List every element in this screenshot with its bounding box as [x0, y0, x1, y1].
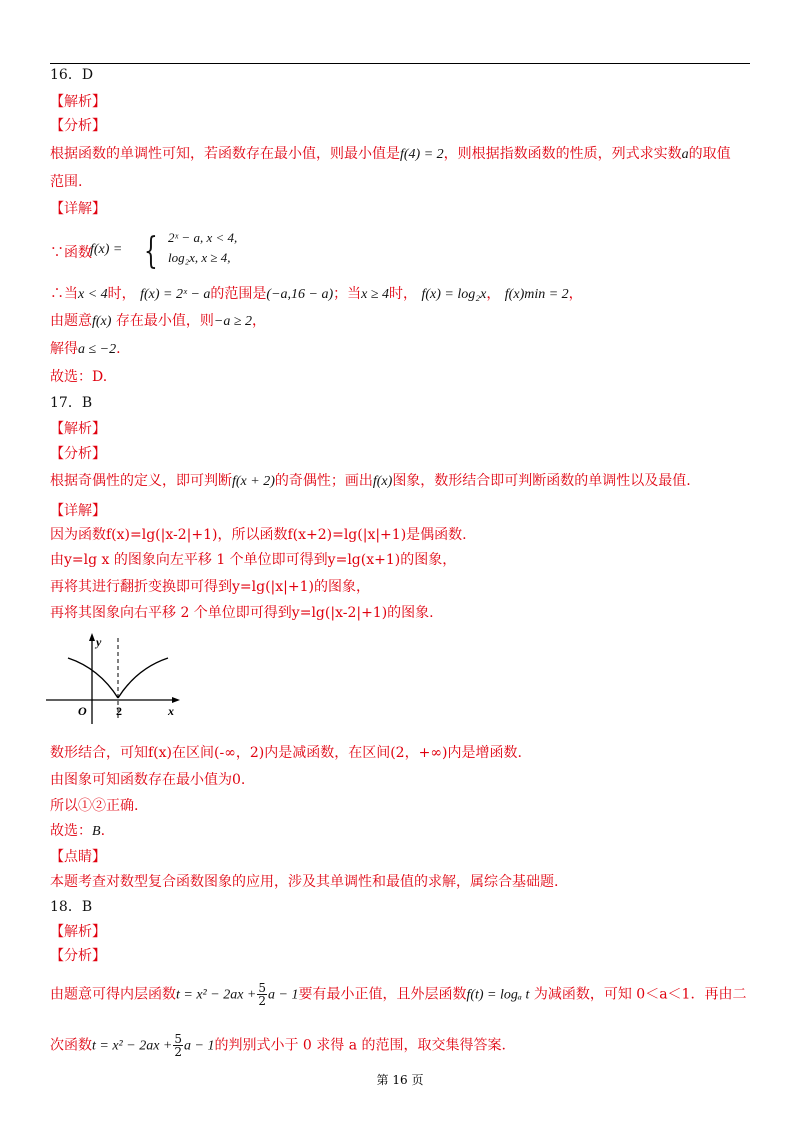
q17-tag-jiexi: 【解析】	[50, 421, 106, 437]
q16-line1	[50, 285, 583, 304]
q16-l3-a: 解得	[50, 341, 78, 357]
q16-analysis-line2: 范围.	[50, 174, 83, 190]
q16-fx: f(x) =	[90, 242, 123, 257]
q17-analysis-e: 图象，数形结合即可判断函数的单调性以及最值.	[392, 473, 691, 489]
q18-fraction-2-den: 2	[174, 1045, 182, 1059]
q16-l3-c: .	[116, 341, 121, 357]
q18-fraction-2	[173, 1033, 183, 1058]
q17-conclusion-2: 由图象可知函数存在最小值为0.	[50, 772, 246, 788]
q17-answer	[50, 822, 105, 841]
q16-analysis-b: ，则根据指数函数的性质，列式求实数	[443, 146, 682, 162]
y-axis-label: y	[96, 635, 102, 649]
q16-line3	[50, 340, 121, 359]
q18-a2-b: t = x² − 2ax +	[92, 1038, 173, 1054]
q18-tag-jiexi: 【解析】	[50, 924, 106, 940]
q16-tag-xiangjie: 【详解】	[50, 201, 106, 217]
q18-a2-c: a − 1	[184, 1038, 215, 1054]
q17-detail-1: 因为函数f(x)=lg(|x-2|+1)，所以函数f(x+2)=lg(|x|+1)是偶函数.	[50, 527, 467, 543]
q18-a2-d: 的判别式小于 0 求得 a 的范围，取交集得答案.	[214, 1037, 506, 1054]
q16-l2-d: −a ≥ 2	[213, 314, 253, 329]
curve-left-branch	[68, 658, 118, 698]
q17-tag-dianjing: 【点睛】	[50, 849, 106, 865]
q16-l1-a: ∴当	[50, 286, 78, 302]
q16-analysis-var: a	[681, 147, 689, 162]
q18-a1-f: 为减函数，可知 0＜a＜1．再由二	[533, 986, 747, 1003]
q16-l3-b: a ≤ −2	[78, 342, 117, 357]
q17-conclusion-1: 数形结合，可知f(x)在区间(-∞，2)内是减函数，在区间(2，+∞)内是增函数.	[50, 745, 522, 761]
q17-conclusion-3: 所以①②正确.	[50, 798, 139, 814]
q17-detail-4: 再将其图象向右平移 2 个单位即可得到y=lg(|x-2|+1)的图象.	[50, 605, 434, 621]
q18-a1-a: 由题意可得内层函数	[50, 986, 176, 1003]
q17-function-graph	[46, 632, 186, 724]
tick-label-2: 2	[116, 704, 122, 718]
q16-l1-c: 时，	[107, 286, 136, 302]
q16-l1-f: (−a,16 − a)	[266, 287, 334, 302]
q16-l1-l: f(x)min = 2	[504, 287, 569, 302]
q16-answer: 故选：D.	[50, 369, 108, 385]
q16-l1-m: ，	[568, 286, 583, 302]
q16-l1-g: ；当	[333, 286, 362, 302]
y-axis-arrow	[89, 633, 95, 641]
q16-brace: {	[144, 231, 158, 272]
q18-a1-b: t = x² − 2ax +	[176, 987, 257, 1003]
q16-because: ∵函数	[50, 245, 92, 261]
q16-l1-e: 的范围是	[210, 286, 267, 302]
q17-analysis-d: f(x)	[372, 474, 393, 489]
origin-label: O	[78, 704, 87, 718]
q18-analysis-line2	[50, 1033, 506, 1058]
q17-comment: 本题考查对数型复合函数图象的应用，涉及其单调性和最值的求解，属综合基础题.	[50, 874, 559, 890]
q16-tag-jiexi: 【解析】	[50, 94, 106, 110]
q16-case1: 2ˣ − a, x < 4,	[168, 230, 238, 245]
q16-l1-h: x ≥ 4	[361, 287, 390, 302]
curve-right-branch	[118, 658, 168, 698]
q16-l2-e: ，	[252, 313, 267, 329]
q17-analysis	[50, 472, 691, 491]
q17-analysis-c: 的奇偶性；画出	[274, 473, 373, 489]
q18-a1-e: f(t) = logₐ t	[466, 987, 530, 1003]
q16-l1-b: x < 4	[78, 287, 108, 302]
q17-answer-c: .	[100, 823, 106, 839]
q16-analysis-line1	[50, 145, 731, 164]
q16-l1-d: f(x) = 2ˣ − a	[140, 287, 211, 302]
q18-tag-fenxi: 【分析】	[50, 948, 106, 964]
top-rule	[50, 63, 750, 64]
q17-answer-b: B	[92, 824, 101, 839]
q18-a1-c: a − 1	[268, 987, 299, 1003]
q16-analysis-a: 根据函数的单调性可知，若函数存在最小值，则最小值是	[50, 146, 400, 162]
q16-line2	[50, 312, 266, 331]
x-axis-arrow	[172, 697, 180, 703]
q16-case2: log₂x, x ≥ 4,	[168, 250, 231, 265]
q18-analysis-line1	[50, 982, 746, 1007]
q17-tag-fenxi: 【分析】	[50, 446, 106, 462]
q18-fraction-1-den: 2	[258, 994, 266, 1008]
q18-fraction-1	[257, 982, 267, 1007]
q17-analysis-a: 根据奇偶性的定义，即可判断	[50, 473, 232, 489]
q16-l2-a: 由题意	[50, 313, 92, 329]
q16-l2-c: 存在最小值，则	[115, 313, 214, 329]
q17-heading: 17．B	[50, 395, 93, 411]
q17-analysis-b: f(x + 2)	[232, 474, 275, 489]
q16-l2-b: f(x)	[92, 314, 112, 329]
q16-l1-i: 时，	[389, 286, 418, 302]
q17-detail-3: 再将其进行翻折变换即可得到y=lg(|x|+1)的图象，	[50, 579, 370, 595]
q16-tag-fenxi: 【分析】	[50, 118, 106, 134]
q18-fraction-2-num: 5	[174, 1032, 182, 1046]
page-footer: 第 16 页	[376, 1073, 424, 1087]
q18-a2-a: 次函数	[50, 1037, 92, 1054]
q16-l1-j: f(x) = log₂x	[421, 287, 487, 302]
q17-tag-xiangjie: 【详解】	[50, 503, 106, 519]
q17-answer-a: 故选：	[50, 823, 92, 839]
q17-detail-2: 由y=lg x 的图象向左平移 1 个单位即可得到y=lg(x+1)的图象，	[50, 552, 457, 568]
q16-l1-k: ，	[486, 286, 501, 302]
q18-a1-d: 要有最小正值，且外层函数	[298, 986, 467, 1003]
q16-analysis-c: 的取值	[688, 146, 731, 162]
q16-analysis-f4: f(4) = 2	[400, 147, 444, 162]
q18-fraction-1-num: 5	[258, 981, 266, 995]
q16-heading: 16．D	[50, 67, 94, 83]
x-axis-label: x	[168, 704, 174, 718]
q18-heading: 18．B	[50, 899, 93, 915]
